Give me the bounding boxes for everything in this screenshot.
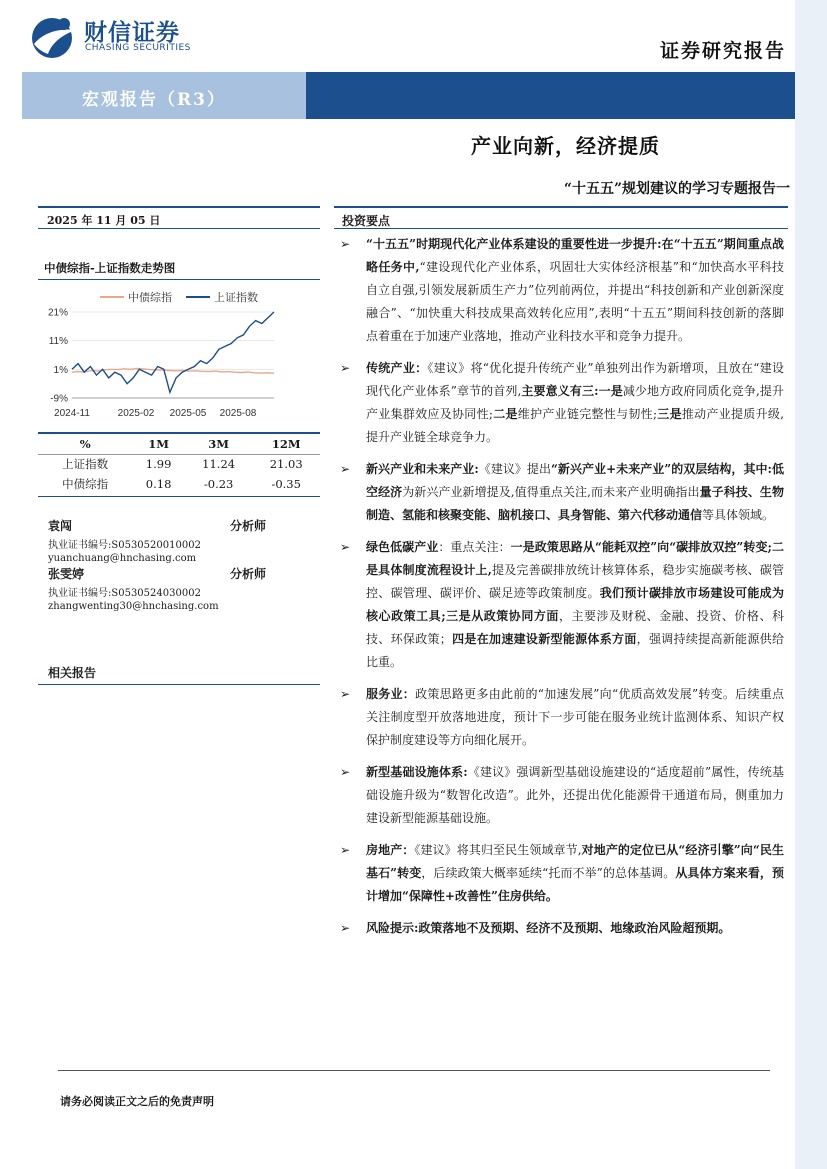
analyst-cert: 执业证书编号:S0530524030002 [48, 588, 201, 599]
performance-table [38, 434, 320, 494]
analyst-name: 袁闯 [48, 519, 73, 533]
y-tick-label: 1% [53, 364, 68, 376]
bullet-text: 《建议》将“优化提升传统产业”单独列出作为新增项，且放在“建设现代化产业体系”章节的首列, [366, 361, 784, 398]
bullet-text: ，主要涉及财税、金融、投资、价格、科技、环保政策； [366, 609, 784, 646]
y-tick-label: 21% [47, 307, 68, 319]
related-reports-heading: 相关报告 [48, 666, 97, 680]
bullet-bold-text: 对地产的定位已从“经济引擎”向“民生基石”转变 [366, 843, 784, 880]
investment-highlights-title: 投资要点 [342, 214, 391, 228]
bullet-bold-text: 一是政策思路从“能耗双控”向“碳排放双控”转变;二是具体制度流程设计上, [366, 540, 784, 577]
arrow-bullet-icon: ➢ [340, 462, 351, 476]
investment-highlights-header [334, 206, 788, 229]
bullet-item [338, 683, 784, 752]
bullet-text: 减少地方政府同质化竞争,提升产业集群效应及协同性; [366, 384, 784, 421]
bullet-text: 推动产业提质升级,提升产业链全球竞争力。 [366, 407, 784, 444]
report-subtitle: “十五五”规划建议的学习专题报告一 [563, 181, 790, 197]
bullet-item [338, 536, 784, 674]
bullet-text: 等具体领域。 [702, 508, 775, 522]
table-cell: 中债综指 [62, 477, 109, 491]
footer-divider [58, 1070, 770, 1071]
analyst-block [48, 568, 318, 613]
table-row [38, 454, 320, 474]
arrow-bullet-icon: ➢ [340, 921, 351, 935]
bullet-item [338, 761, 784, 830]
date-row [38, 206, 320, 229]
bullet-text: 提及完善碳排放统计核算体系，稳步实施碳考核、碳管控、碳管理、碳评价、碳足迹等政策制度。 [366, 563, 784, 600]
investment-bullets [338, 233, 784, 949]
bullet-bold-text: “新兴产业+未来产业”的双层结构，其中:低空经济 [366, 462, 784, 499]
bullet-text: “建设现代化产业体系，巩固壮大实体经济根基”和“加快高水平科技自立自强,引领发展新质生产力”位列前两位，并提出“科技创新和产业创新深度融合”、“加快重大科技成果高效转化应用”,表明“十五五”期间科技创新的落脚点着重在于加速产业落地，推动产业科技水平和竞争力提升。 [366, 260, 784, 343]
chart-title: 中债综指-上证指数走势图 [44, 261, 176, 275]
table-cell: -0.23 [203, 477, 234, 491]
table-cell: 0.18 [145, 477, 172, 491]
y-tick-label: -9% [50, 393, 68, 405]
x-tick-label: 2025-02 [117, 408, 155, 419]
arrow-bullet-icon: ➢ [340, 687, 351, 701]
y-tick-label: 11% [48, 336, 68, 348]
arrow-bullet-icon: ➢ [340, 765, 351, 779]
table-cell: 21.03 [269, 457, 303, 472]
bullet-bold-text: 二是 [492, 407, 518, 421]
bullet-bold-text: 量子科技、生物制造、氢能和核聚变能、脑机接口、具身智能、第六代移动通信 [366, 485, 784, 522]
arrow-bullet-icon: ➢ [340, 361, 351, 375]
table-cell: 上证指数 [62, 457, 109, 472]
arrow-bullet-icon: ➢ [340, 237, 351, 251]
bullet-text: 《建议》提出 [478, 462, 551, 476]
legend-label-sse: 上证指数 [214, 292, 258, 304]
bullet-item [338, 233, 784, 348]
bullet-text: 维护产业链完整性与韧性; [517, 407, 657, 421]
report-date: 2025 年 11 月 05 日 [47, 214, 161, 227]
bullet-bold-text: 四是在加速建设新型能源体系方面 [451, 632, 637, 646]
bullet-text: 《建议》将其归至民生领域章节, [414, 843, 582, 857]
bullet-bold-text: 绿色低碳产业 [366, 540, 439, 554]
analyst-name: 张雯婷 [48, 567, 85, 581]
analyst-email[interactable]: zhangwenting30@hnchasing.com [48, 601, 219, 612]
analyst-cert: 执业证书编号:S0530520010002 [48, 540, 201, 551]
bullet-item [338, 458, 784, 527]
table-cell: 1.99 [145, 457, 172, 472]
chart-title-divider [38, 279, 320, 280]
table-row [38, 474, 320, 494]
company-name-en: CHASING SECURITIES [85, 43, 191, 53]
table-header-cell: % [79, 436, 91, 451]
bullet-item [338, 917, 784, 940]
arrow-bullet-icon: ➢ [340, 540, 351, 554]
bullet-bold-text: 新型基础设施体系: [366, 765, 468, 779]
x-tick-label: 2025-08 [219, 408, 257, 419]
table-header-row [38, 434, 320, 454]
bullet-bold-text: 主要意义有三:一是 [521, 384, 623, 398]
bullet-bold-text: “十五五”时期现代化产业体系建设的重要性进一步提升:在“十五五”期间重点战略任务中, [366, 237, 784, 274]
analyst-block [48, 520, 318, 565]
series-line-sse [72, 312, 274, 392]
bullet-bold-text: 新兴产业和未来产业: [366, 462, 479, 476]
table-cell: 11.24 [202, 457, 236, 472]
analyst-role: 分析师 [230, 567, 267, 581]
company-logo-icon [30, 14, 78, 60]
bullet-text: 《建议》强调新型基础设施建设的“适度超前”属性，传统基础设施升级为“数智化改造”。此外，还提出优化能源骨干通道布局，侧重加力建设新型能源基础设施。 [366, 765, 784, 825]
table-cell: -0.35 [271, 477, 301, 491]
analyst-email[interactable]: yuanchuang@hnchasing.com [48, 553, 197, 564]
bullet-item [338, 839, 784, 908]
legend-label-bond: 中债综指 [128, 292, 172, 304]
risk-warning-text: 风险提示:政策落地不及预期、经济不及预期、地缘政治风险超预期。 [366, 921, 731, 935]
trend-chart [38, 282, 320, 422]
disclaimer-notice: 请务必阅读正文之后的免责声明 [60, 1095, 214, 1108]
report-type-label: 证券研究报告 [659, 40, 786, 62]
bullet-item [338, 357, 784, 449]
table-header-cell: 3M [208, 436, 229, 451]
x-tick-label: 2025-05 [169, 408, 207, 419]
table-header-cell: 12M [271, 436, 301, 451]
bullet-bold-text: 传统产业： [366, 361, 428, 375]
x-tick-label: 2024-11 [54, 408, 90, 419]
bullet-text: ，后续政策大概率延续“托而不举”的总体基调。 [421, 866, 676, 880]
bullet-text: ：重点关注： [438, 540, 511, 554]
page-side-strip [795, 0, 827, 1169]
bullet-text: 政策思路更多由此前的“加速发展”向“优质高效发展”转变。后续重点关注制度型开放落地进度，预计下一步可能在服务业统计监测体系、知识产权保护制度建设等方向细化展开。 [366, 687, 784, 747]
bullet-bold-text: 房地产： [366, 843, 415, 857]
table-bottom-rule [38, 496, 320, 497]
report-category: 宏观报告（R3） [82, 90, 226, 110]
table-header-cell: 1M [148, 436, 169, 451]
report-title: 产业向新，经济提质 [471, 134, 660, 158]
category-band [22, 72, 795, 119]
analyst-role: 分析师 [230, 519, 267, 533]
chart-legend [100, 290, 258, 304]
bullet-bold-text: 我们预计碳排放市场建设可能成为核心政策工具;三是从政策协同方面 [366, 586, 784, 623]
band-dark-block [306, 72, 795, 119]
arrow-bullet-icon: ➢ [340, 843, 351, 857]
company-name-cn: 财信证券 [84, 20, 180, 46]
bullet-text: ，强调持续提高新能源供给比重。 [366, 632, 784, 669]
bullet-bold-text: 从具体方案来看，预计增加“保障性+改善性”住房供给。 [366, 866, 784, 903]
bullet-text: 为新兴产业新增提及,值得重点关注,而未来产业明确指出 [402, 485, 700, 499]
bullet-bold-text: 三是 [657, 407, 682, 421]
bullet-bold-text: 服务业： [366, 687, 416, 701]
related-reports-divider [38, 684, 320, 685]
